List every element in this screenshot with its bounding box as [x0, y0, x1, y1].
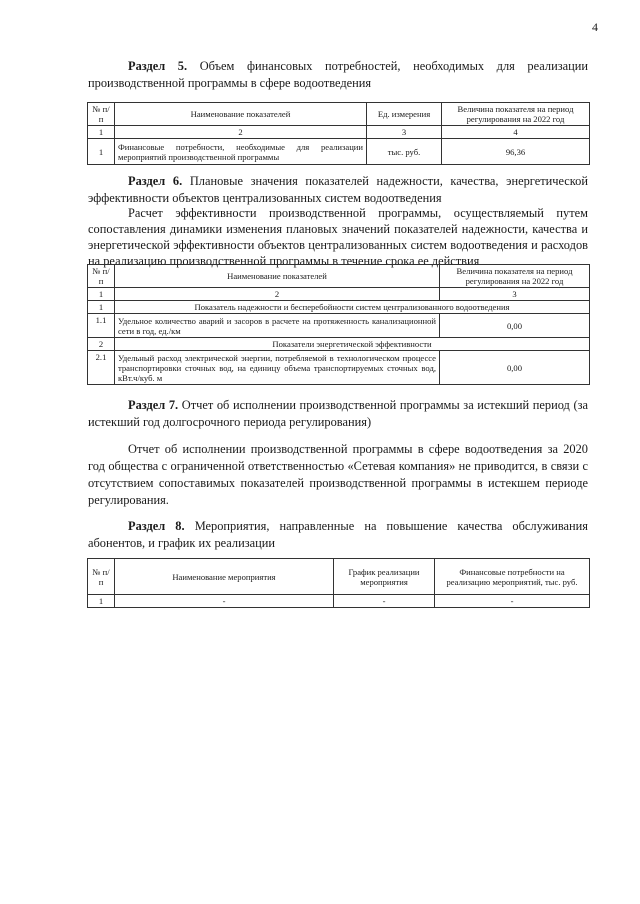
- group-number: 1: [88, 301, 115, 314]
- section6-heading: [88, 173, 588, 207]
- section8-label: Раздел 8.: [128, 519, 185, 533]
- number-cell: 4: [442, 126, 590, 139]
- header-cell: Наименование мероприятия: [115, 559, 334, 595]
- section8-heading: [88, 518, 588, 552]
- row-value: 0,00: [440, 351, 590, 385]
- table-row: [88, 139, 590, 165]
- row-schedule: -: [334, 595, 435, 608]
- section7-label: Раздел 7.: [128, 398, 179, 412]
- row-number: 1: [88, 139, 115, 165]
- row-number: 2.1: [88, 351, 115, 385]
- number-cell: 1: [88, 126, 115, 139]
- section5-text: Объем финансовых потребностей, необходимых для реализации производственной программы в сфере водоотведения: [88, 59, 588, 90]
- row-name: Финансовые потребности, необходимые для реализации мероприятий производственной программы: [115, 139, 367, 165]
- row-value: 0,00: [440, 314, 590, 338]
- row-number: 1.1: [88, 314, 115, 338]
- table-row: [88, 351, 590, 385]
- group-title: Показатели энергетической эффективности: [115, 338, 590, 351]
- header-cell: № п/п: [88, 559, 115, 595]
- section5-table: [87, 102, 590, 165]
- header-cell: Финансовые потребности на реализацию мероприятий, тыс. руб.: [435, 559, 590, 595]
- section7-text: Отчет об исполнении производственной программы за истекший период (за истекший год долгосрочного периода регулирования): [88, 398, 588, 429]
- section6-label: Раздел 6.: [128, 174, 183, 188]
- table-row: [88, 314, 590, 338]
- header-cell: № п/п: [88, 265, 115, 288]
- section8-table: [87, 558, 590, 608]
- section5-label: Раздел 5.: [128, 59, 188, 73]
- row-cost: -: [435, 595, 590, 608]
- number-cell: 3: [367, 126, 442, 139]
- page-number: 4: [592, 20, 598, 34]
- section7-paragraph: Отчет об исполнении производственной программы в сфере водоотведения за 2020 год общества с ограниченной ответственностью «Сетевая компания» не приводится, в связи с отсутствием сопоставимых показателей производственной программы в истекшем периоде регулирования.: [88, 442, 588, 507]
- section7-heading: [88, 397, 588, 431]
- number-cell: 2: [115, 288, 440, 301]
- section6-text: Плановые значения показателей надежности, качества, энергетической эффективности объектов централизованных систем водоотведения: [88, 174, 588, 205]
- section5-heading: [88, 58, 588, 92]
- table-group-row: [88, 338, 590, 351]
- header-cell: График реализации мероприятия: [334, 559, 435, 595]
- table-number-row: [88, 126, 590, 139]
- row-value: 96,36: [442, 139, 590, 165]
- header-cell: № п/п: [88, 103, 115, 126]
- table-group-row: [88, 301, 590, 314]
- table-header-row: [88, 559, 590, 595]
- row-unit: тыс. руб.: [367, 139, 442, 165]
- table-header-row: [88, 103, 590, 126]
- table-row: [88, 595, 590, 608]
- header-cell: Величина показателя на период регулирования на 2022 год: [442, 103, 590, 126]
- header-cell: Наименование показателей: [115, 265, 440, 288]
- section6-paragraph: Расчет эффективности производственной программы, осуществляемый путем сопоставления динамики изменения плановых значений показателей надежности, качества и энергетической эффективности объектов централизованных систем водоотведения и расходов на реализацию производственной программы в течение срока ее действия: [88, 206, 588, 268]
- section8-text: Мероприятия, направленные на повышение качества обслуживания абонентов, и график их реализации: [88, 519, 588, 550]
- section6-table: [87, 264, 590, 385]
- header-cell: Величина показателя на период регулирования на 2022 год: [440, 265, 590, 288]
- number-cell: 2: [115, 126, 367, 139]
- number-cell: 1: [88, 288, 115, 301]
- row-name: Удельное количество аварий и засоров в расчете на протяженность канализационной сети в год, ед./км: [115, 314, 440, 338]
- row-number: 1: [88, 595, 115, 608]
- row-name: -: [115, 595, 334, 608]
- group-title: Показатель надежности и бесперебойности систем централизованного водоотведения: [115, 301, 590, 314]
- row-name: Удельный расход электрической энергии, потребляемой в технологическом процессе транспортировки сточных вод, на единицу объема транспортируемых сточных вод, кВт.ч/куб. м: [115, 351, 440, 385]
- group-number: 2: [88, 338, 115, 351]
- number-cell: 3: [440, 288, 590, 301]
- table-header-row: [88, 265, 590, 288]
- table-number-row: [88, 288, 590, 301]
- header-cell: Ед. измерения: [367, 103, 442, 126]
- header-cell: Наименование показателей: [115, 103, 367, 126]
